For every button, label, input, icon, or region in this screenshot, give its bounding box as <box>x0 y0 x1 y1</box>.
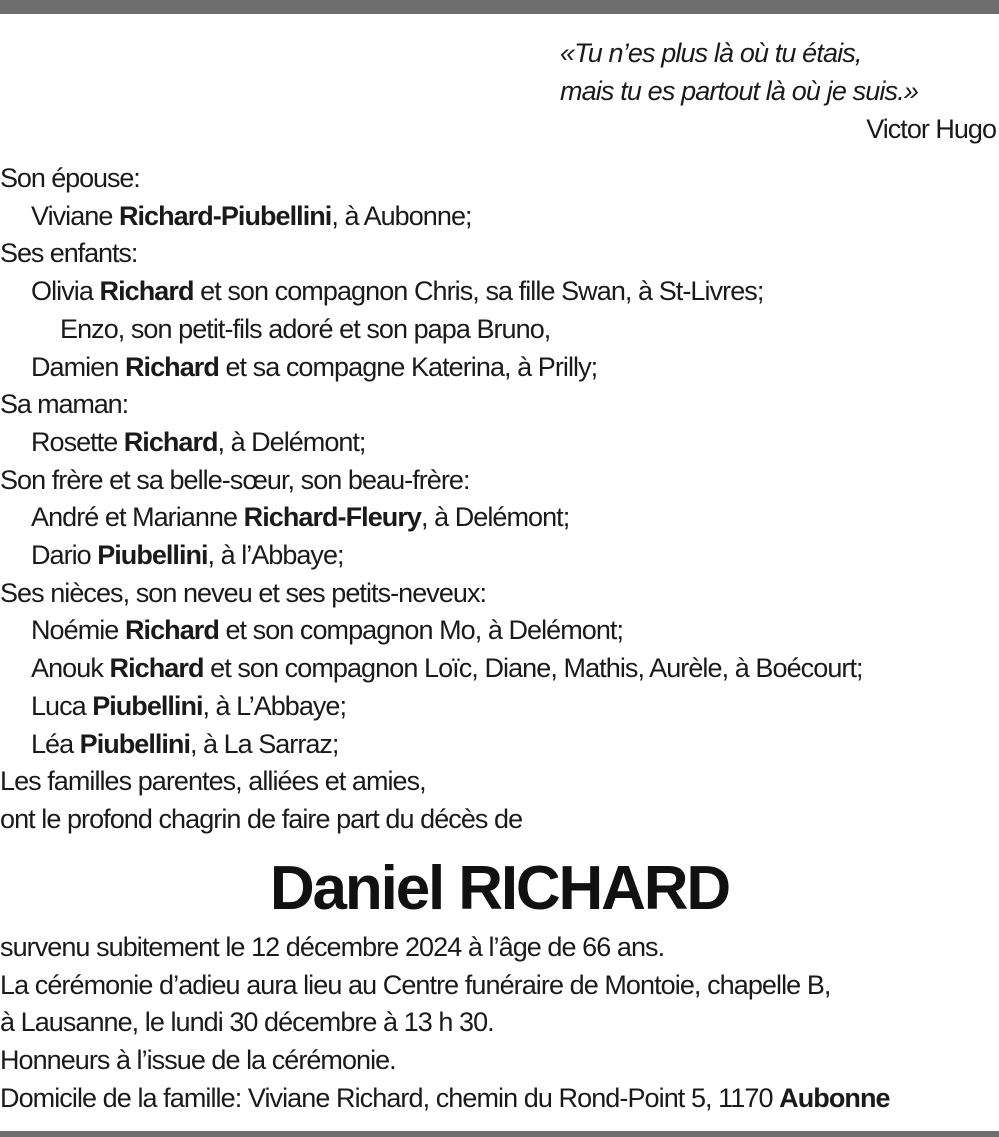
surname: Richard-Piubellini <box>118 200 332 231</box>
children-heading: Ses enfants: <box>0 238 138 269</box>
quote-line-2: mais tu es partout là où je suis.» <box>560 76 919 106</box>
child-entry: Damien Richard et sa compagne Katerina, à Prilly; <box>31 351 598 382</box>
ceremony-line: à Lausanne, le lundi 30 décembre à 13 h 30. <box>0 1007 494 1038</box>
niece-entry: Anouk Richard et son compagnon Loïc, Diane, Mathis, Aurèle, à Boécourt; <box>31 653 863 684</box>
closing-info <box>0 929 999 1118</box>
nieces-heading: Ses nièces, son neveu et ses petits-neveux: <box>0 577 487 608</box>
bottom-rule <box>0 1131 999 1137</box>
niece-entry: Noémie Richard et son compagnon Mo, à Delémont; <box>31 615 624 646</box>
deceased-name: Daniel RICHARD <box>269 854 730 923</box>
quote-line-1: «Tu n’es plus là où tu étais, <box>560 38 862 68</box>
surname: Piubellini <box>79 728 190 759</box>
mother-heading: Sa maman: <box>0 389 128 420</box>
spouse-heading: Son épouse: <box>0 163 140 193</box>
sibling-entry: Dario Piubellini, à l’Abbaye; <box>31 540 344 571</box>
epigraph-quote <box>560 34 996 148</box>
announcement-line: ont le profond chagrin de faire part du décès de <box>0 803 523 834</box>
nephew-entry: Luca Piubellini, à L’Abbaye; <box>31 690 346 721</box>
surname: Piubellini <box>92 690 203 721</box>
family-list <box>0 160 999 839</box>
quote-author: Victor Hugo <box>866 114 996 144</box>
death-info: survenu subitement le 12 décembre 2024 à l’âge de 66 ans. <box>0 932 665 962</box>
spouse-entry: Viviane Richard-Piubellini, à Aubonne; <box>31 200 472 231</box>
relatives-line: Les familles parentes, alliées et amies, <box>0 766 426 797</box>
surname: Piubellini <box>97 540 208 571</box>
surname: Richard <box>109 653 204 684</box>
surname: Richard <box>124 615 219 646</box>
domicile-town: Aubonne <box>779 1082 890 1113</box>
siblings-heading: Son frère et sa belle-sœur, son beau-frère: <box>0 464 470 495</box>
surname: Richard <box>123 426 218 457</box>
sibling-entry: André et Marianne Richard-Fleury, à Delémont; <box>31 502 570 533</box>
domicile-line: Domicile de la famille: Viviane Richard, chemin du Rond-Point 5, 1170 Aubonne <box>0 1082 890 1113</box>
mother-entry: Rosette Richard, à Delémont; <box>31 426 366 457</box>
surname: Richard <box>99 276 194 307</box>
top-rule <box>0 0 999 14</box>
grandchild-entry: Enzo, son petit-fils adoré et son papa Bruno, <box>60 313 551 344</box>
surname: Richard-Fleury <box>243 502 421 533</box>
child-entry: Olivia Richard et son compagnon Chris, sa fille Swan, à St-Livres; <box>31 276 764 307</box>
surname: Richard <box>124 351 219 382</box>
honours-line: Honneurs à l’issue de la cérémonie. <box>0 1045 396 1076</box>
niece-entry: Léa Piubellini, à La Sarraz; <box>31 728 339 759</box>
ceremony-line: La cérémonie d’adieu aura lieu au Centre funéraire de Montoie, chapelle B, <box>0 969 831 1000</box>
